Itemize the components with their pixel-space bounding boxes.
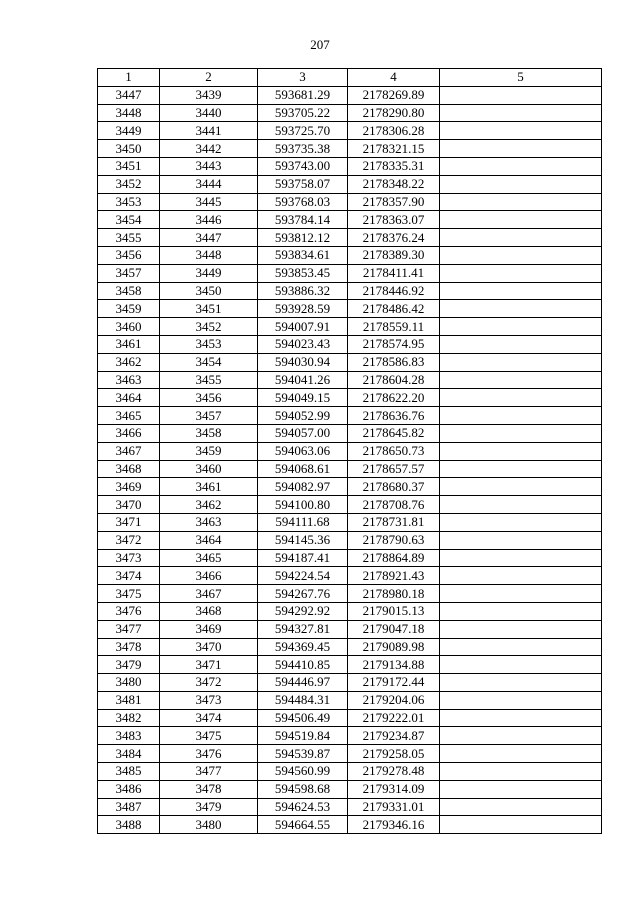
table-cell-col-3: 594224.54 — [258, 567, 348, 585]
table-row — [98, 407, 602, 425]
table-cell-col-2: 3473 — [160, 691, 258, 709]
table-cell-col-2: 3457 — [160, 407, 258, 425]
table-row — [98, 513, 602, 531]
table-cell-col-2: 3464 — [160, 531, 258, 549]
table-cell-col-4: 2178574.95 — [348, 335, 440, 353]
table-row — [98, 282, 602, 300]
table-cell-col-1: 3461 — [98, 335, 160, 353]
table-cell-col-4: 2178680.37 — [348, 478, 440, 496]
column-header-4: 4 — [348, 69, 440, 87]
table-row — [98, 229, 602, 247]
table-cell-col-3: 593853.45 — [258, 264, 348, 282]
table-cell-col-2: 3474 — [160, 709, 258, 727]
table-cell-col-4: 2179278.48 — [348, 763, 440, 781]
table-cell-col-5 — [440, 780, 602, 798]
table-cell-col-1: 3459 — [98, 300, 160, 318]
table-cell-col-4: 2178376.24 — [348, 229, 440, 247]
page-number: 207 — [310, 37, 330, 52]
table-cell-col-1: 3476 — [98, 602, 160, 620]
table-cell-col-4: 2179047.18 — [348, 620, 440, 638]
table-cell-col-1: 3486 — [98, 780, 160, 798]
table-cell-col-1: 3470 — [98, 496, 160, 514]
table-cell-col-1: 3471 — [98, 513, 160, 531]
table-cell-col-3: 594049.15 — [258, 389, 348, 407]
table-cell-col-2: 3459 — [160, 442, 258, 460]
table-row — [98, 371, 602, 389]
table-cell-col-1: 3474 — [98, 567, 160, 585]
table-cell-col-5 — [440, 282, 602, 300]
table-cell-col-1: 3466 — [98, 424, 160, 442]
table-row — [98, 140, 602, 158]
table-row — [98, 157, 602, 175]
table-cell-col-3: 593784.14 — [258, 211, 348, 229]
table-cell-col-3: 594369.45 — [258, 638, 348, 656]
table-cell-col-4: 2178622.20 — [348, 389, 440, 407]
table-cell-col-5 — [440, 478, 602, 496]
table-row — [98, 549, 602, 567]
table-cell-col-4: 2178604.28 — [348, 371, 440, 389]
table-cell-col-4: 2178348.22 — [348, 175, 440, 193]
column-header-3: 3 — [258, 69, 348, 87]
table-cell-col-1: 3449 — [98, 122, 160, 140]
table-cell-col-5 — [440, 798, 602, 816]
table-cell-col-4: 2178446.92 — [348, 282, 440, 300]
table-cell-col-5 — [440, 122, 602, 140]
coordinates-table — [97, 68, 602, 834]
table-cell-col-3: 593834.61 — [258, 246, 348, 264]
table-cell-col-5 — [440, 531, 602, 549]
table-cell-col-5 — [440, 157, 602, 175]
table-cell-col-3: 594082.97 — [258, 478, 348, 496]
table-cell-col-3: 594187.41 — [258, 549, 348, 567]
table-cell-col-4: 2178290.80 — [348, 104, 440, 122]
table-row — [98, 442, 602, 460]
table-cell-col-1: 3467 — [98, 442, 160, 460]
table-cell-col-5 — [440, 745, 602, 763]
table-row — [98, 674, 602, 692]
table-cell-col-2: 3471 — [160, 656, 258, 674]
table-cell-col-3: 594560.99 — [258, 763, 348, 781]
table-cell-col-2: 3447 — [160, 229, 258, 247]
table-cell-col-3: 593928.59 — [258, 300, 348, 318]
table-cell-col-2: 3443 — [160, 157, 258, 175]
table-cell-col-5 — [440, 709, 602, 727]
table-row — [98, 602, 602, 620]
table-cell-col-5 — [440, 229, 602, 247]
table-cell-col-4: 2178657.57 — [348, 460, 440, 478]
table-cell-col-1: 3464 — [98, 389, 160, 407]
table-row — [98, 389, 602, 407]
table-cell-col-4: 2178731.81 — [348, 513, 440, 531]
table-cell-col-4: 2179258.05 — [348, 745, 440, 763]
table-row — [98, 122, 602, 140]
table-cell-col-3: 593705.22 — [258, 104, 348, 122]
column-header-1: 1 — [98, 69, 160, 87]
table-cell-col-3: 594539.87 — [258, 745, 348, 763]
table-row — [98, 211, 602, 229]
table-cell-col-2: 3475 — [160, 727, 258, 745]
table-cell-col-1: 3450 — [98, 140, 160, 158]
table-cell-col-4: 2178306.28 — [348, 122, 440, 140]
table-cell-col-4: 2178321.15 — [348, 140, 440, 158]
table-cell-col-2: 3461 — [160, 478, 258, 496]
table-cell-col-1: 3456 — [98, 246, 160, 264]
table-cell-col-1: 3480 — [98, 674, 160, 692]
table-cell-col-5 — [440, 460, 602, 478]
table-cell-col-1: 3472 — [98, 531, 160, 549]
table-cell-col-5 — [440, 175, 602, 193]
table-cell-col-5 — [440, 620, 602, 638]
table-row — [98, 709, 602, 727]
table-cell-col-5 — [440, 442, 602, 460]
table-cell-col-1: 3458 — [98, 282, 160, 300]
table-cell-col-4: 2179222.01 — [348, 709, 440, 727]
table-cell-col-3: 594664.55 — [258, 816, 348, 834]
table-cell-col-1: 3452 — [98, 175, 160, 193]
table-cell-col-4: 2178980.18 — [348, 585, 440, 603]
table-cell-col-1: 3451 — [98, 157, 160, 175]
table-cell-col-4: 2178335.31 — [348, 157, 440, 175]
table-cell-col-4: 2178636.76 — [348, 407, 440, 425]
table-cell-col-1: 3478 — [98, 638, 160, 656]
table-cell-col-3: 593735.38 — [258, 140, 348, 158]
table-cell-col-2: 3476 — [160, 745, 258, 763]
table-cell-col-4: 2179089.98 — [348, 638, 440, 656]
column-header-2: 2 — [160, 69, 258, 87]
table-row — [98, 780, 602, 798]
table-row — [98, 478, 602, 496]
table-cell-col-3: 594410.85 — [258, 656, 348, 674]
table-cell-col-2: 3448 — [160, 246, 258, 264]
table-cell-col-1: 3469 — [98, 478, 160, 496]
table-row — [98, 727, 602, 745]
table-cell-col-4: 2178357.90 — [348, 193, 440, 211]
table-cell-col-5 — [440, 371, 602, 389]
table-row — [98, 335, 602, 353]
table-cell-col-5 — [440, 638, 602, 656]
table-cell-col-3: 593743.00 — [258, 157, 348, 175]
table-cell-col-1: 3483 — [98, 727, 160, 745]
table-cell-col-4: 2179172.44 — [348, 674, 440, 692]
table-cell-col-3: 594145.36 — [258, 531, 348, 549]
table-cell-col-5 — [440, 727, 602, 745]
table-cell-col-3: 593681.29 — [258, 86, 348, 104]
table-row — [98, 763, 602, 781]
table-cell-col-4: 2179204.06 — [348, 691, 440, 709]
table-cell-col-4: 2179346.16 — [348, 816, 440, 834]
table-row — [98, 638, 602, 656]
table-cell-col-3: 594292.92 — [258, 602, 348, 620]
table-cell-col-1: 3468 — [98, 460, 160, 478]
table-cell-col-2: 3463 — [160, 513, 258, 531]
table-row — [98, 745, 602, 763]
table-cell-col-5 — [440, 335, 602, 353]
table-row — [98, 264, 602, 282]
table-cell-col-2: 3462 — [160, 496, 258, 514]
table-cell-col-2: 3451 — [160, 300, 258, 318]
table-cell-col-2: 3468 — [160, 602, 258, 620]
table-cell-col-1: 3453 — [98, 193, 160, 211]
table-cell-col-3: 593886.32 — [258, 282, 348, 300]
table-body — [98, 86, 602, 833]
table-cell-col-5 — [440, 567, 602, 585]
table-cell-col-5 — [440, 264, 602, 282]
table-row — [98, 300, 602, 318]
table-cell-col-5 — [440, 513, 602, 531]
table-row — [98, 353, 602, 371]
table-cell-col-2: 3450 — [160, 282, 258, 300]
table-cell-col-1: 3454 — [98, 211, 160, 229]
table-cell-col-2: 3445 — [160, 193, 258, 211]
table-row — [98, 246, 602, 264]
table-cell-col-2: 3469 — [160, 620, 258, 638]
table-cell-col-3: 594446.97 — [258, 674, 348, 692]
table-cell-col-5 — [440, 656, 602, 674]
table-cell-col-5 — [440, 549, 602, 567]
table-cell-col-2: 3470 — [160, 638, 258, 656]
table-cell-col-1: 3479 — [98, 656, 160, 674]
table-cell-col-2: 3449 — [160, 264, 258, 282]
table-cell-col-2: 3465 — [160, 549, 258, 567]
table-cell-col-3: 594052.99 — [258, 407, 348, 425]
table-cell-col-1: 3487 — [98, 798, 160, 816]
table-cell-col-1: 3448 — [98, 104, 160, 122]
table-row — [98, 620, 602, 638]
table-cell-col-2: 3460 — [160, 460, 258, 478]
table-cell-col-4: 2179134.88 — [348, 656, 440, 674]
table-cell-col-1: 3462 — [98, 353, 160, 371]
table-cell-col-1: 3475 — [98, 585, 160, 603]
table-cell-col-2: 3478 — [160, 780, 258, 798]
table-cell-col-2: 3453 — [160, 335, 258, 353]
table-cell-col-1: 3482 — [98, 709, 160, 727]
table-cell-col-1: 3455 — [98, 229, 160, 247]
table-cell-col-5 — [440, 424, 602, 442]
table-cell-col-4: 2178363.07 — [348, 211, 440, 229]
table-cell-col-5 — [440, 496, 602, 514]
table-cell-col-3: 593768.03 — [258, 193, 348, 211]
table-cell-col-2: 3466 — [160, 567, 258, 585]
table-cell-col-4: 2179234.87 — [348, 727, 440, 745]
table-cell-col-3: 594111.68 — [258, 513, 348, 531]
table-cell-col-5 — [440, 763, 602, 781]
table-cell-col-5 — [440, 816, 602, 834]
table-cell-col-5 — [440, 674, 602, 692]
table-cell-col-5 — [440, 602, 602, 620]
table-row — [98, 585, 602, 603]
table-row — [98, 691, 602, 709]
table-row — [98, 104, 602, 122]
table-cell-col-2: 3480 — [160, 816, 258, 834]
table-cell-col-5 — [440, 246, 602, 264]
table-cell-col-5 — [440, 193, 602, 211]
table-cell-col-1: 3485 — [98, 763, 160, 781]
table-cell-col-1: 3484 — [98, 745, 160, 763]
table-cell-col-1: 3481 — [98, 691, 160, 709]
table-cell-col-2: 3458 — [160, 424, 258, 442]
table-cell-col-1: 3447 — [98, 86, 160, 104]
table-cell-col-1: 3457 — [98, 264, 160, 282]
table-cell-col-3: 594100.80 — [258, 496, 348, 514]
table-row — [98, 86, 602, 104]
table-cell-col-5 — [440, 300, 602, 318]
table-cell-col-1: 3463 — [98, 371, 160, 389]
table-row — [98, 175, 602, 193]
table-cell-col-4: 2178411.41 — [348, 264, 440, 282]
table-cell-col-3: 594023.43 — [258, 335, 348, 353]
table-row — [98, 318, 602, 336]
table-cell-col-5 — [440, 318, 602, 336]
table-cell-col-1: 3473 — [98, 549, 160, 567]
table-cell-col-5 — [440, 407, 602, 425]
table-cell-col-2: 3472 — [160, 674, 258, 692]
table-row — [98, 496, 602, 514]
table-cell-col-3: 594624.53 — [258, 798, 348, 816]
table-cell-col-2: 3439 — [160, 86, 258, 104]
table-cell-col-3: 593812.12 — [258, 229, 348, 247]
table-cell-col-2: 3446 — [160, 211, 258, 229]
table-cell-col-5 — [440, 691, 602, 709]
table-row — [98, 424, 602, 442]
table-cell-col-5 — [440, 353, 602, 371]
table-cell-col-4: 2179015.13 — [348, 602, 440, 620]
table-cell-col-3: 594041.26 — [258, 371, 348, 389]
table-cell-col-5 — [440, 140, 602, 158]
table-cell-col-2: 3454 — [160, 353, 258, 371]
table-cell-col-2: 3455 — [160, 371, 258, 389]
table-cell-col-4: 2178269.89 — [348, 86, 440, 104]
table-row — [98, 798, 602, 816]
table-row — [98, 816, 602, 834]
table-cell-col-3: 594506.49 — [258, 709, 348, 727]
table-cell-col-4: 2178790.63 — [348, 531, 440, 549]
table-cell-col-4: 2178586.83 — [348, 353, 440, 371]
table-cell-col-5 — [440, 86, 602, 104]
table-cell-col-1: 3460 — [98, 318, 160, 336]
table-cell-col-2: 3440 — [160, 104, 258, 122]
table-cell-col-4: 2178921.43 — [348, 567, 440, 585]
table-row — [98, 656, 602, 674]
table-cell-col-2: 3456 — [160, 389, 258, 407]
table-cell-col-5 — [440, 585, 602, 603]
table-cell-col-3: 594068.61 — [258, 460, 348, 478]
table-cell-col-3: 593758.07 — [258, 175, 348, 193]
table-cell-col-4: 2178708.76 — [348, 496, 440, 514]
table-cell-col-5 — [440, 211, 602, 229]
table-cell-col-2: 3467 — [160, 585, 258, 603]
table-cell-col-4: 2178650.73 — [348, 442, 440, 460]
table-cell-col-3: 594063.06 — [258, 442, 348, 460]
table-cell-col-5 — [440, 104, 602, 122]
table-cell-col-1: 3465 — [98, 407, 160, 425]
table-cell-col-3: 594519.84 — [258, 727, 348, 745]
table-cell-col-3: 594007.91 — [258, 318, 348, 336]
table-cell-col-5 — [440, 389, 602, 407]
table-cell-col-3: 594267.76 — [258, 585, 348, 603]
table-cell-col-3: 594057.00 — [258, 424, 348, 442]
table-cell-col-2: 3442 — [160, 140, 258, 158]
table-cell-col-4: 2178645.82 — [348, 424, 440, 442]
table-cell-col-3: 593725.70 — [258, 122, 348, 140]
table-row — [98, 567, 602, 585]
table-cell-col-1: 3477 — [98, 620, 160, 638]
table-cell-col-3: 594598.68 — [258, 780, 348, 798]
table-cell-col-2: 3477 — [160, 763, 258, 781]
table-header-row — [98, 69, 602, 87]
table-cell-col-2: 3452 — [160, 318, 258, 336]
table-cell-col-4: 2178486.42 — [348, 300, 440, 318]
table-cell-col-4: 2178389.30 — [348, 246, 440, 264]
table-cell-col-3: 594030.94 — [258, 353, 348, 371]
table-row — [98, 531, 602, 549]
table-cell-col-4: 2179331.01 — [348, 798, 440, 816]
table-cell-col-4: 2178559.11 — [348, 318, 440, 336]
table-row — [98, 193, 602, 211]
table-cell-col-3: 594327.81 — [258, 620, 348, 638]
table-cell-col-2: 3479 — [160, 798, 258, 816]
table-cell-col-4: 2179314.09 — [348, 780, 440, 798]
table-cell-col-4: 2178864.89 — [348, 549, 440, 567]
table-cell-col-1: 3488 — [98, 816, 160, 834]
table-cell-col-2: 3441 — [160, 122, 258, 140]
table-row — [98, 460, 602, 478]
column-header-5: 5 — [440, 69, 602, 87]
table-cell-col-2: 3444 — [160, 175, 258, 193]
table-cell-col-3: 594484.31 — [258, 691, 348, 709]
